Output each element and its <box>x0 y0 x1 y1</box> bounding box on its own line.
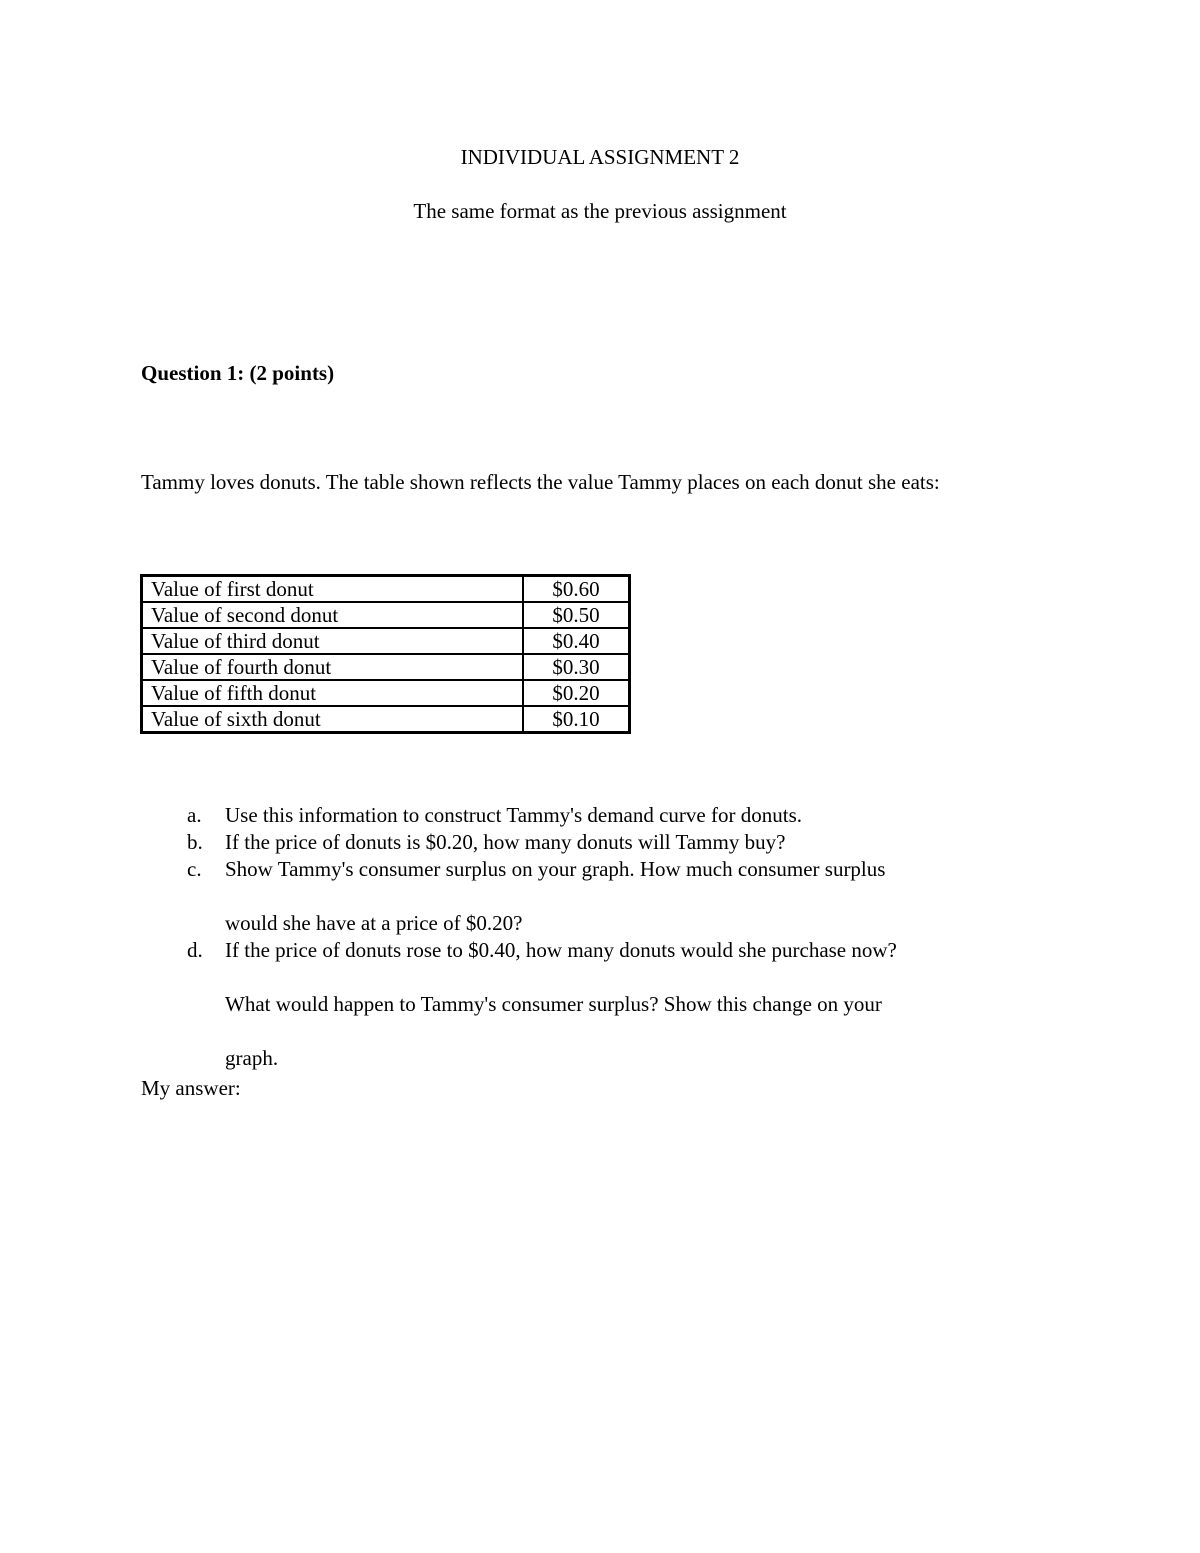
question-parts <box>141 802 1041 1072</box>
table-row <box>142 706 630 733</box>
row-value: $0.40 <box>523 628 630 654</box>
part-text: Use this information to construct Tammy's demand curve for donuts. <box>225 803 802 827</box>
question-heading: Question 1: (2 points) <box>141 361 335 385</box>
donut-value-table <box>140 574 631 734</box>
part-c <box>141 856 1041 937</box>
answer-label: My answer: <box>141 1076 241 1100</box>
row-value: $0.50 <box>523 602 630 628</box>
row-label: Value of fifth donut <box>142 680 524 706</box>
part-letter: d. <box>187 938 203 962</box>
part-text: If the price of donuts is $0.20, how many donuts will Tammy buy? <box>225 830 786 854</box>
row-label: Value of first donut <box>142 576 524 603</box>
part-letter: c. <box>187 857 202 881</box>
table-row <box>142 628 630 654</box>
row-label: Value of fourth donut <box>142 654 524 680</box>
part-letter: b. <box>187 830 203 854</box>
table-row <box>142 680 630 706</box>
part-letter: a. <box>187 803 202 827</box>
table-row <box>142 654 630 680</box>
row-label: Value of sixth donut <box>142 706 524 733</box>
question-intro: Tammy loves donuts. The table shown reflects the value Tammy places on each donut she eats: <box>141 470 940 494</box>
part-text: What would happen to Tammy's consumer surplus? Show this change on your <box>225 992 882 1016</box>
row-value: $0.10 <box>523 706 630 733</box>
document-subtitle: The same format as the previous assignment <box>413 199 787 223</box>
document-title: INDIVIDUAL ASSIGNMENT 2 <box>460 145 740 169</box>
table-row <box>142 602 630 628</box>
part-text: would she have at a price of $0.20? <box>225 911 523 935</box>
table-row <box>142 576 630 603</box>
part-a <box>141 802 1041 829</box>
row-label: Value of second donut <box>142 602 524 628</box>
part-text: Show Tammy's consumer surplus on your graph. How much consumer surplus <box>225 857 886 881</box>
part-d <box>141 937 1041 1072</box>
row-value: $0.30 <box>523 654 630 680</box>
part-text: If the price of donuts rose to $0.40, how many donuts would she purchase now? <box>225 938 897 962</box>
row-label: Value of third donut <box>142 628 524 654</box>
part-text: graph. <box>225 1046 279 1070</box>
row-value: $0.60 <box>523 576 630 603</box>
part-b <box>141 829 1041 856</box>
row-value: $0.20 <box>523 680 630 706</box>
